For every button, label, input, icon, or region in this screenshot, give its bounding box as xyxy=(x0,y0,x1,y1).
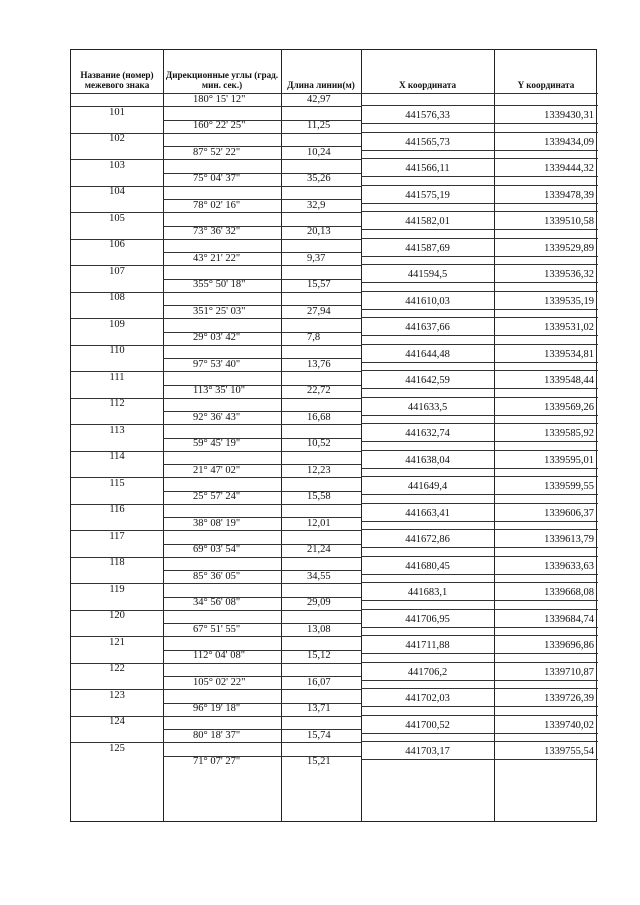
x-coordinate-cell: 441680,45 xyxy=(405,560,450,572)
row-separator xyxy=(71,159,163,160)
row-separator xyxy=(71,530,163,531)
row-separator xyxy=(163,424,361,425)
x-coordinate-cell: 441663,41 xyxy=(405,507,450,519)
row-separator xyxy=(163,252,361,253)
y-coordinate-cell: 1339599,55 xyxy=(544,481,594,492)
y-coordinate-cell: 1339430,31 xyxy=(544,110,594,121)
point-name-cell: 115 xyxy=(109,477,125,489)
row-separator xyxy=(361,415,598,416)
point-name-cell: 124 xyxy=(109,716,125,727)
point-name-cell: 125 xyxy=(109,742,125,754)
row-separator xyxy=(163,173,361,174)
header-x-coordinate: X координата xyxy=(398,80,457,90)
y-coordinate-cell: 1339633,63 xyxy=(544,560,594,572)
direction-angle-cell: 112° 04' 08" xyxy=(193,650,245,661)
y-coordinate-cell: 1339668,08 xyxy=(544,587,594,598)
row-separator xyxy=(163,451,361,452)
row-separator xyxy=(163,239,361,240)
x-coordinate-cell: 441594,5 xyxy=(407,269,448,280)
row-separator xyxy=(361,211,598,212)
direction-angle-cell: 38° 08' 19" xyxy=(193,517,241,529)
y-coordinate-cell: 1339606,37 xyxy=(544,507,594,519)
x-coordinate-cell: 441649,4 xyxy=(407,481,448,492)
y-coordinate-cell: 1339510,58 xyxy=(544,216,594,227)
point-name-cell: 118 xyxy=(109,557,125,568)
row-separator xyxy=(71,451,163,452)
line-length-cell: 42,97 xyxy=(307,93,331,105)
row-separator xyxy=(361,150,598,151)
direction-angle-cell: 80° 18' 37" xyxy=(193,729,241,741)
row-separator xyxy=(163,597,361,598)
row-separator xyxy=(163,676,361,677)
row-separator xyxy=(361,158,598,159)
row-separator xyxy=(163,146,361,147)
row-separator xyxy=(361,759,598,760)
boundary-coordinates-table xyxy=(70,49,597,822)
row-separator xyxy=(163,106,361,107)
row-separator xyxy=(361,450,598,451)
row-separator xyxy=(163,530,361,531)
y-coordinate-cell: 1339755,54 xyxy=(544,746,594,757)
row-separator xyxy=(163,186,361,187)
direction-angle-cell: 43° 21' 22" xyxy=(193,252,241,264)
row-separator xyxy=(361,733,598,734)
point-name-cell: 113 xyxy=(109,424,125,436)
row-separator xyxy=(361,741,598,742)
row-separator xyxy=(163,464,361,465)
row-separator xyxy=(361,123,598,124)
point-name-cell: 110 xyxy=(109,345,125,356)
row-separator xyxy=(71,636,163,637)
row-separator xyxy=(71,398,163,399)
y-coordinate-cell: 1339684,74 xyxy=(544,613,594,625)
x-coordinate-cell: 441706,2 xyxy=(407,666,448,678)
x-coordinate-cell: 441706,95 xyxy=(405,613,450,625)
row-separator xyxy=(361,635,598,636)
row-separator xyxy=(163,703,361,704)
point-name-cell: 111 xyxy=(109,371,125,383)
direction-angle-cell: 71° 07' 27" xyxy=(193,756,241,767)
direction-angle-cell: 97° 53' 40" xyxy=(193,358,241,370)
row-separator xyxy=(361,582,598,583)
direction-angle-cell: 96° 19' 18" xyxy=(193,703,241,714)
y-coordinate-cell: 1339534,81 xyxy=(544,348,594,360)
line-length-cell: 16,07 xyxy=(307,676,331,688)
x-coordinate-cell: 441565,73 xyxy=(405,136,450,148)
line-length-cell: 15,74 xyxy=(307,729,331,741)
direction-angle-cell: 351° 25' 03" xyxy=(193,305,246,317)
row-separator xyxy=(361,185,598,186)
row-separator xyxy=(163,332,361,333)
header-point-name: Название (номер) межевого знака xyxy=(80,70,154,90)
row-separator xyxy=(361,132,598,133)
direction-angle-cell: 105° 02' 22" xyxy=(193,676,246,688)
line-length-cell: 12,23 xyxy=(307,464,331,476)
y-coordinate-cell: 1339569,26 xyxy=(544,401,594,413)
row-separator xyxy=(361,653,598,654)
row-separator xyxy=(361,715,598,716)
row-separator xyxy=(163,345,361,346)
row-separator xyxy=(163,610,361,611)
direction-angle-cell: 75° 04' 37" xyxy=(193,173,241,184)
y-coordinate-cell: 1339696,86 xyxy=(544,640,594,651)
point-name-cell: 119 xyxy=(109,583,125,595)
column-separator xyxy=(163,50,164,821)
y-coordinate-cell: 1339613,79 xyxy=(544,534,594,545)
line-length-cell: 16,68 xyxy=(307,411,331,423)
y-coordinate-cell: 1339444,32 xyxy=(544,163,594,174)
row-separator xyxy=(163,477,361,478)
row-separator xyxy=(71,689,163,690)
line-length-cell: 29,09 xyxy=(307,597,331,608)
row-separator xyxy=(163,504,361,505)
row-separator xyxy=(361,317,598,318)
row-separator xyxy=(361,397,598,398)
x-coordinate-cell: 441566,11 xyxy=(405,163,450,174)
row-separator xyxy=(361,688,598,689)
y-coordinate-cell: 1339585,92 xyxy=(544,428,594,439)
row-separator xyxy=(163,742,361,743)
row-separator xyxy=(71,742,163,743)
x-coordinate-cell: 441582,01 xyxy=(405,216,450,227)
row-separator xyxy=(361,574,598,575)
x-coordinate-cell: 441711,88 xyxy=(405,640,450,651)
line-length-cell: 15,57 xyxy=(307,279,331,290)
line-length-cell: 21,24 xyxy=(307,544,331,555)
header-line-length: Длина линии(м) xyxy=(287,80,355,90)
row-separator xyxy=(163,689,361,690)
row-separator xyxy=(163,292,361,293)
row-separator xyxy=(163,199,361,200)
row-separator xyxy=(71,345,163,346)
y-coordinate-cell: 1339535,19 xyxy=(544,295,594,307)
row-separator xyxy=(361,176,598,177)
point-name-cell: 103 xyxy=(109,159,125,171)
row-separator xyxy=(163,265,361,266)
row-separator xyxy=(71,318,163,319)
row-separator xyxy=(71,106,163,107)
row-separator xyxy=(361,662,598,663)
row-separator xyxy=(361,335,598,336)
line-length-cell: 34,55 xyxy=(307,570,331,582)
row-separator xyxy=(361,282,598,283)
line-length-cell: 7,8 xyxy=(307,332,321,343)
direction-angle-cell: 67° 51' 55" xyxy=(193,623,241,635)
direction-angle-cell: 78° 02' 16" xyxy=(193,199,241,211)
header-direction-angle: Дирекционные углы (град. мин. сек.) xyxy=(165,70,279,90)
direction-angle-cell: 34° 56' 08" xyxy=(193,597,241,608)
row-separator xyxy=(71,292,163,293)
row-separator xyxy=(163,358,361,359)
row-separator xyxy=(71,663,163,664)
row-separator xyxy=(361,238,598,239)
line-length-cell: 35,26 xyxy=(307,173,331,184)
row-separator xyxy=(163,120,361,121)
point-name-cell: 108 xyxy=(109,292,125,303)
row-separator xyxy=(163,411,361,412)
direction-angle-cell: 92° 36' 43" xyxy=(193,411,241,423)
point-name-cell: 117 xyxy=(109,530,125,542)
row-separator xyxy=(361,441,598,442)
point-name-cell: 107 xyxy=(109,265,125,277)
row-separator xyxy=(163,636,361,637)
line-length-cell: 13,71 xyxy=(307,703,331,714)
row-separator xyxy=(163,623,361,624)
y-coordinate-cell: 1339478,39 xyxy=(544,189,594,201)
line-length-cell: 9,37 xyxy=(307,252,326,264)
row-separator xyxy=(361,362,598,363)
x-coordinate-cell: 441638,04 xyxy=(405,454,450,466)
row-separator xyxy=(361,256,598,257)
direction-angle-cell: 355° 50' 18" xyxy=(193,279,246,290)
x-coordinate-cell: 441637,66 xyxy=(405,322,450,333)
row-separator xyxy=(71,557,163,558)
direction-angle-cell: 160° 22' 25" xyxy=(193,120,246,131)
line-length-cell: 13,76 xyxy=(307,358,331,370)
direction-angle-cell: 113° 35' 10" xyxy=(193,385,245,396)
row-separator xyxy=(361,309,598,310)
row-separator xyxy=(361,264,598,265)
row-separator xyxy=(361,556,598,557)
row-separator xyxy=(163,279,361,280)
row-separator xyxy=(71,133,163,134)
point-name-cell: 122 xyxy=(109,663,125,674)
row-separator xyxy=(163,133,361,134)
row-separator xyxy=(71,239,163,240)
row-separator xyxy=(163,663,361,664)
row-separator xyxy=(163,517,361,518)
x-coordinate-cell: 441575,19 xyxy=(405,189,450,201)
line-length-cell: 15,58 xyxy=(307,491,331,502)
row-separator xyxy=(71,265,163,266)
y-coordinate-cell: 1339726,39 xyxy=(544,693,594,704)
row-separator xyxy=(163,159,361,160)
y-coordinate-cell: 1339710,87 xyxy=(544,666,594,678)
row-separator xyxy=(361,468,598,469)
x-coordinate-cell: 441633,5 xyxy=(407,401,448,413)
row-separator xyxy=(361,521,598,522)
row-separator xyxy=(163,557,361,558)
row-separator xyxy=(163,305,361,306)
x-coordinate-cell: 441683,1 xyxy=(407,587,448,598)
direction-angle-cell: 73° 36' 32" xyxy=(193,226,241,237)
direction-angle-cell: 87° 52' 22" xyxy=(193,146,241,158)
direction-angle-cell: 69° 03' 54" xyxy=(193,544,241,555)
row-separator xyxy=(163,491,361,492)
row-separator xyxy=(361,529,598,530)
row-separator xyxy=(361,627,598,628)
row-separator xyxy=(163,650,361,651)
row-separator xyxy=(71,583,163,584)
row-separator xyxy=(163,583,361,584)
direction-angle-cell: 25° 57' 24" xyxy=(193,491,241,502)
point-name-cell: 120 xyxy=(109,610,125,621)
row-separator xyxy=(361,476,598,477)
direction-angle-cell: 21° 47' 02" xyxy=(193,464,241,476)
y-coordinate-cell: 1339529,89 xyxy=(544,242,594,254)
row-separator xyxy=(163,544,361,545)
direction-angle-cell: 85° 36' 05" xyxy=(193,570,241,582)
point-name-cell: 104 xyxy=(109,186,125,197)
line-length-cell: 11,25 xyxy=(307,120,331,131)
row-separator xyxy=(361,494,598,495)
direction-angle-cell: 29° 03' 42" xyxy=(193,332,241,343)
line-length-cell: 12,01 xyxy=(307,517,331,529)
x-coordinate-cell: 441576,33 xyxy=(405,110,450,121)
x-coordinate-cell: 441672,86 xyxy=(405,534,450,545)
row-separator xyxy=(361,547,598,548)
row-separator xyxy=(71,371,163,372)
row-separator xyxy=(163,318,361,319)
direction-angle-cell: 180° 15' 12" xyxy=(193,93,246,105)
row-separator xyxy=(361,680,598,681)
point-name-cell: 102 xyxy=(109,133,125,144)
column-separator xyxy=(281,50,282,821)
x-coordinate-cell: 441587,69 xyxy=(405,242,450,254)
row-separator xyxy=(71,716,163,717)
line-length-cell: 32,9 xyxy=(307,199,326,211)
direction-angle-cell: 59° 45' 19" xyxy=(193,438,241,449)
row-separator xyxy=(163,212,361,213)
row-separator xyxy=(361,344,598,345)
row-separator xyxy=(361,229,598,230)
row-separator xyxy=(163,729,361,730)
row-separator xyxy=(361,706,598,707)
row-separator xyxy=(361,388,598,389)
x-coordinate-cell: 441642,59 xyxy=(405,375,450,386)
header-y-coordinate: Y координата xyxy=(517,80,575,90)
x-coordinate-cell: 441632,74 xyxy=(405,428,450,439)
row-separator xyxy=(163,385,361,386)
point-name-cell: 106 xyxy=(109,239,125,250)
x-coordinate-cell: 441702,03 xyxy=(405,693,450,704)
point-name-cell: 109 xyxy=(109,318,125,330)
row-separator xyxy=(361,503,598,504)
line-length-cell: 13,08 xyxy=(307,623,331,635)
row-separator xyxy=(71,212,163,213)
row-separator xyxy=(361,370,598,371)
point-name-cell: 123 xyxy=(109,689,125,701)
line-length-cell: 10,52 xyxy=(307,438,331,449)
row-separator xyxy=(163,756,361,757)
x-coordinate-cell: 441610,03 xyxy=(405,295,450,307)
row-separator xyxy=(163,226,361,227)
line-length-cell: 22,72 xyxy=(307,385,331,396)
row-separator xyxy=(361,203,598,204)
row-separator xyxy=(71,504,163,505)
x-coordinate-cell: 441700,52 xyxy=(405,719,450,731)
row-separator xyxy=(71,610,163,611)
row-separator xyxy=(163,398,361,399)
point-name-cell: 121 xyxy=(109,636,125,648)
point-name-cell: 114 xyxy=(109,451,125,462)
line-length-cell: 15,12 xyxy=(307,650,331,661)
line-length-cell: 10,24 xyxy=(307,146,331,158)
row-separator xyxy=(361,423,598,424)
y-coordinate-cell: 1339548,44 xyxy=(544,375,594,386)
row-separator xyxy=(361,105,598,106)
row-separator xyxy=(361,609,598,610)
y-coordinate-cell: 1339531,02 xyxy=(544,322,594,333)
row-separator xyxy=(71,477,163,478)
row-separator xyxy=(163,570,361,571)
y-coordinate-cell: 1339434,09 xyxy=(544,136,594,148)
point-name-cell: 105 xyxy=(109,212,125,224)
point-name-cell: 101 xyxy=(109,106,125,118)
x-coordinate-cell: 441644,48 xyxy=(405,348,450,360)
y-coordinate-cell: 1339595,01 xyxy=(544,454,594,466)
row-separator xyxy=(163,371,361,372)
point-name-cell: 112 xyxy=(109,398,125,409)
line-length-cell: 20,13 xyxy=(307,226,331,237)
row-separator xyxy=(361,291,598,292)
line-length-cell: 27,94 xyxy=(307,305,331,317)
row-separator xyxy=(361,600,598,601)
point-name-cell: 116 xyxy=(109,504,125,515)
line-length-cell: 15,21 xyxy=(307,756,331,767)
x-coordinate-cell: 441703,17 xyxy=(405,746,450,757)
row-separator xyxy=(71,424,163,425)
row-separator xyxy=(71,186,163,187)
y-coordinate-cell: 1339536,32 xyxy=(544,269,594,280)
row-separator xyxy=(163,438,361,439)
row-separator xyxy=(163,716,361,717)
y-coordinate-cell: 1339740,02 xyxy=(544,719,594,731)
